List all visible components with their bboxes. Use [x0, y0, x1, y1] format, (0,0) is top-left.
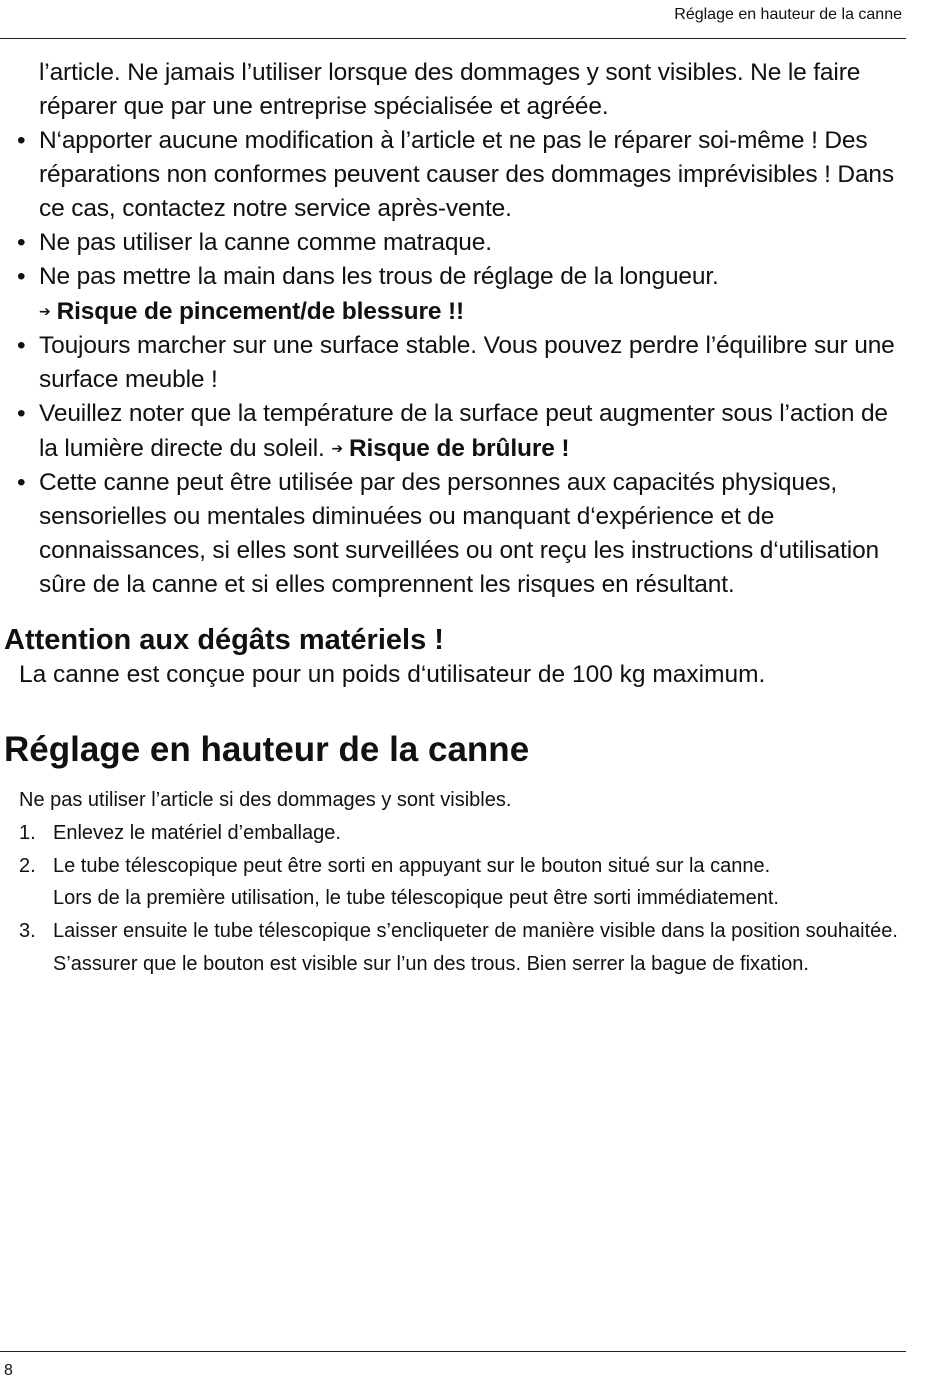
step-note: S’assurer que le bouton est visible sur l’un des trous. Bien serrer la bague de fixation. [53, 952, 809, 975]
step-number: 2. [19, 854, 36, 877]
list-item [0, 260, 906, 329]
bullet-text: Ne pas utiliser la canne comme matraque. [39, 229, 492, 256]
page-content [0, 56, 906, 981]
step-number: 3. [19, 920, 36, 943]
list-item [0, 124, 906, 226]
step-item [0, 850, 906, 916]
step-note: Lors de la première utilisation, le tube télescopique peut être sorti immédiatement. [53, 887, 779, 910]
arrow-right-icon: ➔ [331, 440, 343, 456]
bullet-icon: • [17, 469, 26, 496]
warning-burn-text: Risque de brûlure ! [348, 435, 570, 462]
page-header [0, 0, 906, 39]
list-item-continuation [0, 56, 906, 124]
page-footer [0, 1351, 906, 1379]
warning-burn [331, 435, 569, 462]
bullet-text: Veuillez noter que la température de la surface peut augmenter sous l’action de la lumière directe du soleil. [39, 400, 888, 462]
bullet-icon: • [17, 127, 26, 154]
attention-heading: Attention aux dégâts matériels ! [4, 624, 444, 656]
safety-list [0, 56, 906, 602]
bullet-icon: • [17, 332, 26, 359]
bullet-icon: • [17, 229, 26, 256]
warning-pinch-text: Risque de pincement/de blessure !! [56, 298, 465, 325]
bullet-text: Cette canne peut être utilisée par des personnes aux capacités physiques, sensorielles ou mentales diminuées ou manquant d‘expérience et de connaissances, si elles sont surveillées ou ont reçu les instructions d‘utilisation sûre de la canne et si elles comprennent les risques en résultant. [39, 469, 880, 598]
step-text: Laisser ensuite le tube télescopique s’encliqueter de manière visible dans la position souhaitée. [53, 920, 898, 943]
warning-pinch [39, 294, 906, 329]
step-text: Enlevez le matériel d’emballage. [53, 821, 341, 844]
bullet-text: N‘apporter aucune modification à l’article et ne pas le réparer soi-même ! Des réparations non conformes peuvent causer des dommages imprévisibles ! Dans ce cas, contactez notre service après-vente. [39, 127, 895, 222]
bullet-text: Ne pas mettre la main dans les trous de réglage de la longueur. [39, 263, 719, 290]
step-number: 1. [19, 821, 36, 844]
bullet-text: Toujours marcher sur une surface stable. Vous pouvez perdre l’équilibre sur une surface meuble ! [39, 332, 895, 393]
list-item [0, 329, 906, 397]
step-item [0, 817, 906, 850]
list-item [0, 466, 906, 602]
bullet-icon: • [17, 400, 26, 427]
page-number: 8 [4, 1362, 13, 1379]
section-title: Réglage en hauteur de la canne [4, 730, 530, 769]
list-item [0, 226, 906, 260]
attention-text: La canne est conçue pour un poids d‘utilisateur de 100 kg maximum. [19, 661, 766, 688]
step-text: Le tube télescopique peut être sorti en appuyant sur le bouton situé sur la canne. [53, 854, 771, 877]
running-title: Réglage en hauteur de la canne [674, 6, 902, 23]
continuation-text: l’article. Ne jamais l’utiliser lorsque des dommages y sont visibles. Ne le faire réparer que par une entreprise spécialisée et agréée. [39, 59, 861, 120]
arrow-right-icon: ➔ [39, 303, 51, 319]
section-intro: Ne pas utiliser l’article si des dommages y sont visibles. [19, 789, 512, 811]
bullet-icon: • [17, 263, 26, 290]
steps-list [0, 817, 906, 981]
step-item [0, 915, 906, 981]
list-item [0, 397, 906, 466]
